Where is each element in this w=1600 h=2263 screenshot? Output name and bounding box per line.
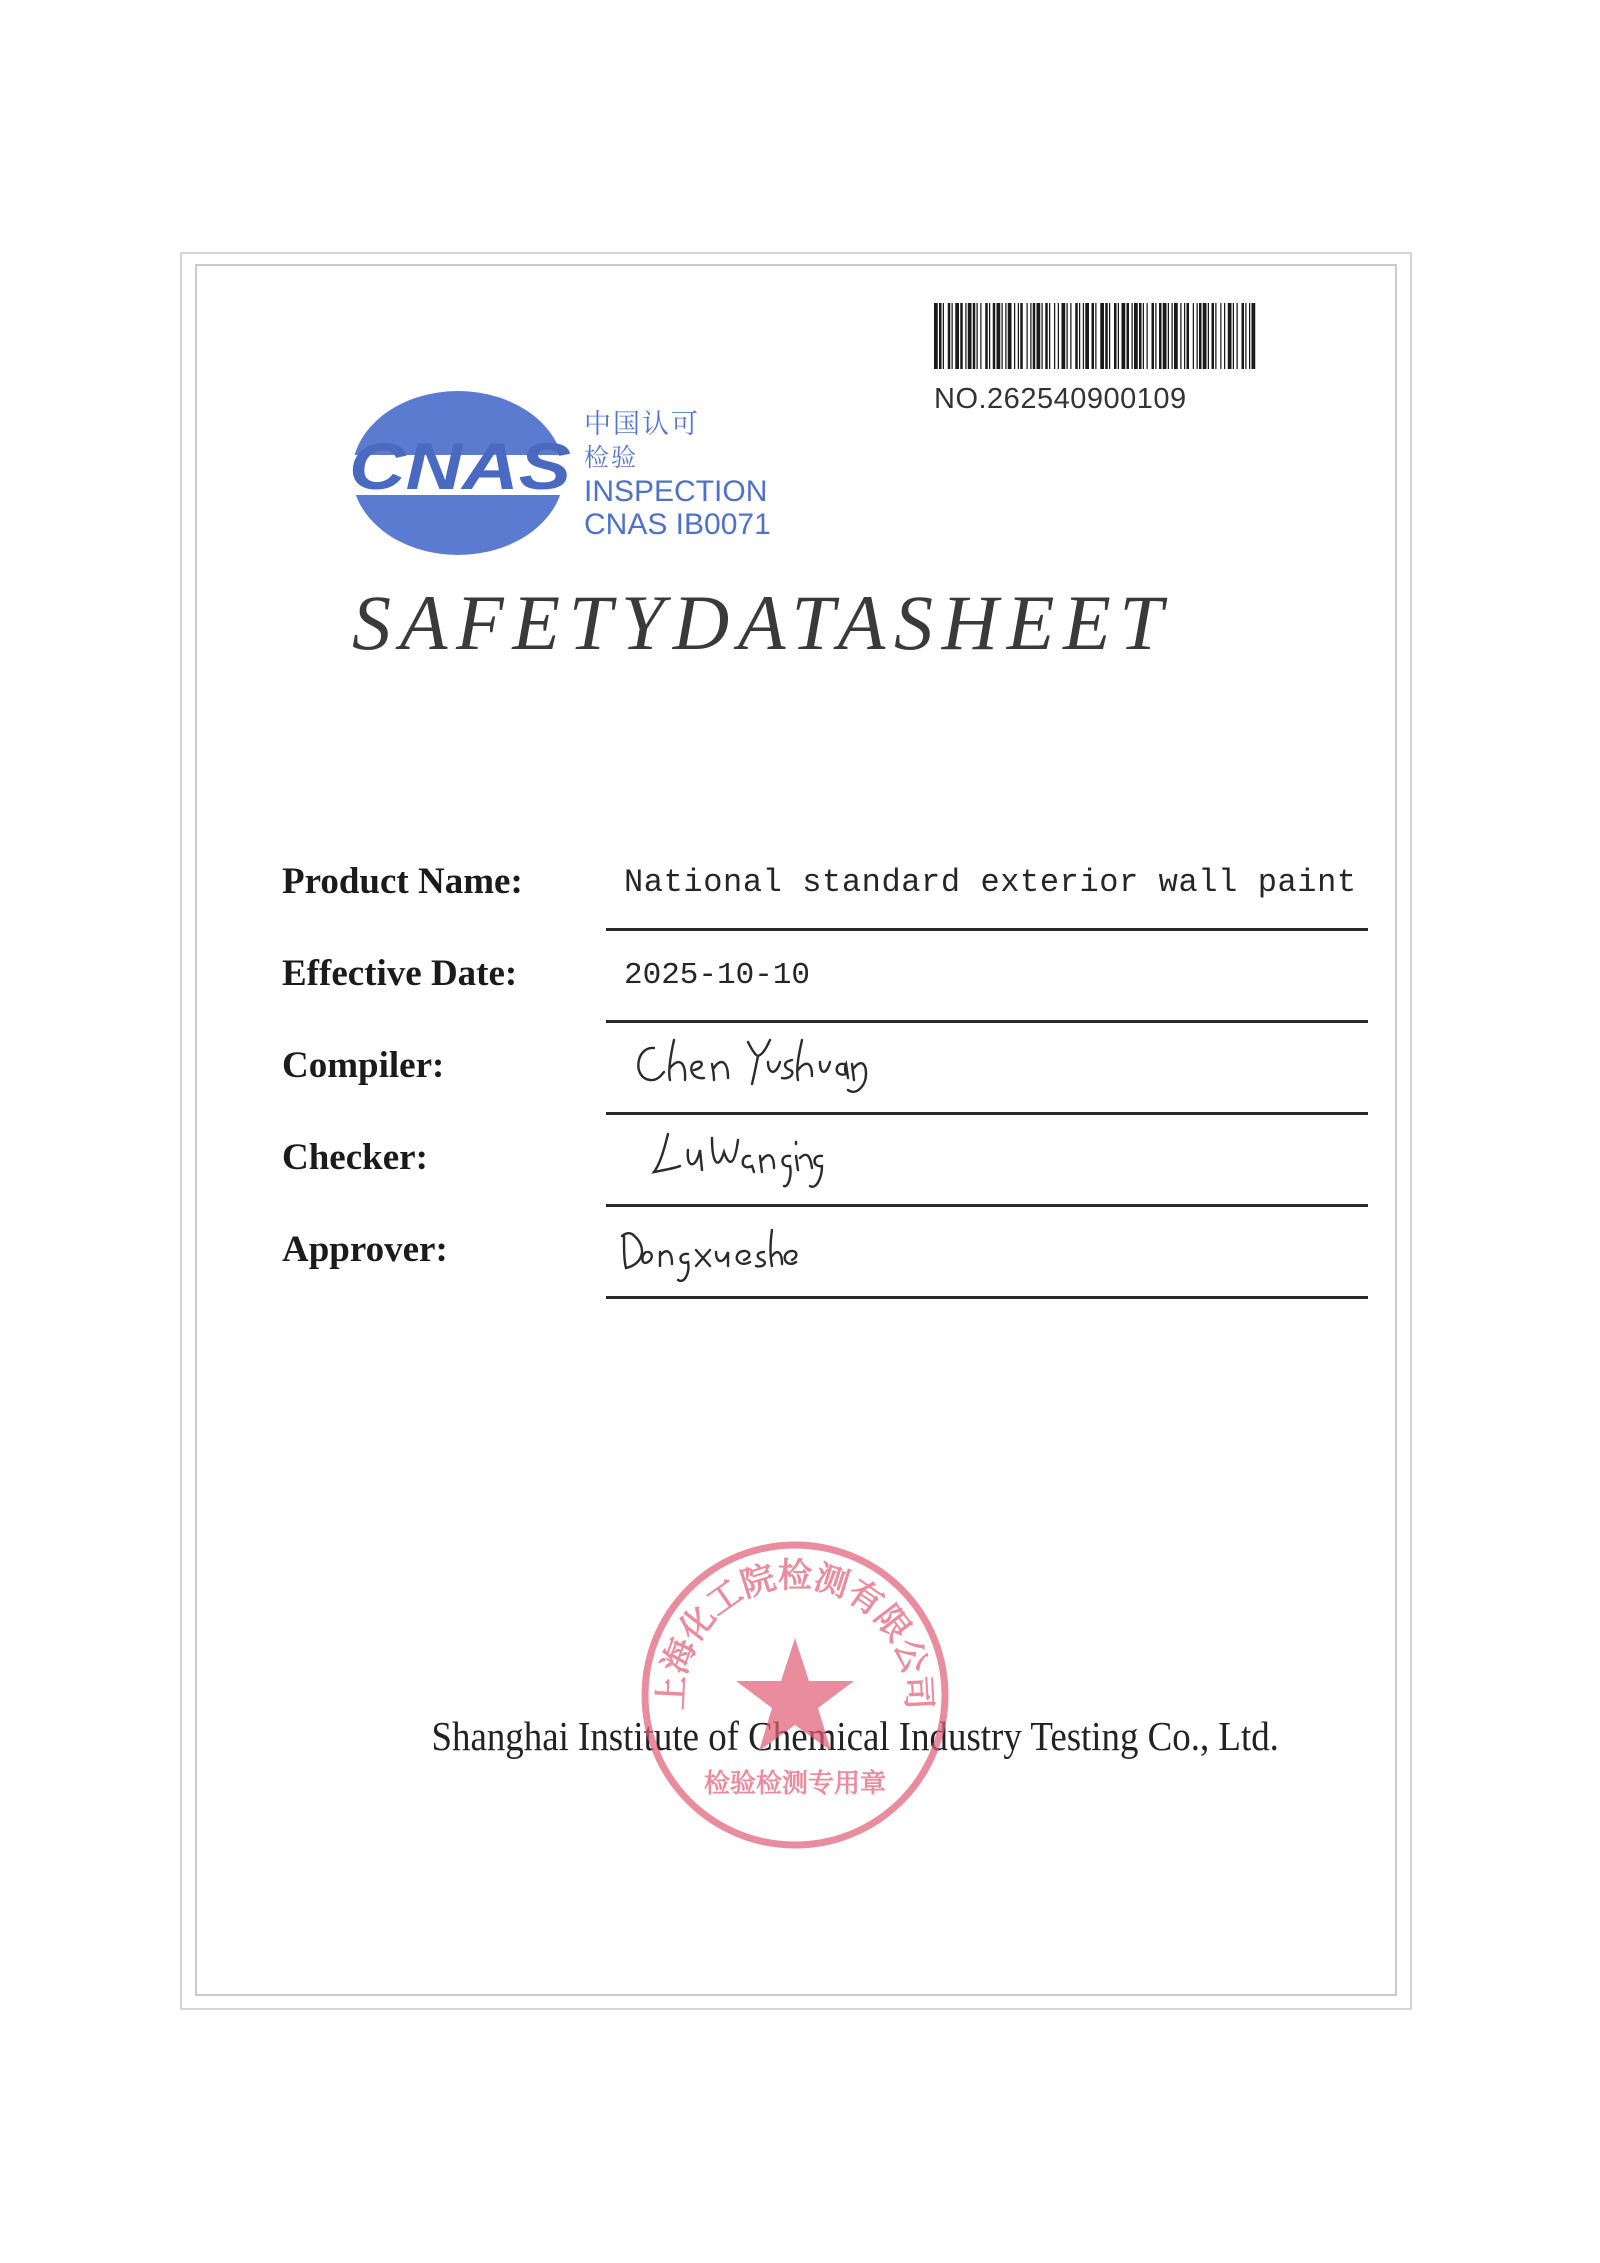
- barcode-bar: [960, 303, 963, 369]
- field-compiler: [0, 1044, 1600, 1134]
- barcode-bar: [1199, 303, 1202, 369]
- barcode-bar: [1033, 303, 1036, 369]
- barcode-bar: [1159, 303, 1162, 369]
- effective-date-value: 2025-10-10: [624, 958, 811, 993]
- barcode-bar: [1105, 303, 1108, 369]
- barcode-bar: [1085, 303, 1089, 369]
- barcode-bar: [1067, 303, 1068, 369]
- approver-label: Approver:: [282, 1229, 448, 1270]
- field-effective-date: [0, 952, 1600, 1042]
- barcode-bar: [989, 303, 990, 369]
- field-product-name: [0, 860, 1600, 950]
- barcode-bar: [1030, 303, 1031, 369]
- barcode-bar: [1118, 303, 1119, 369]
- barcode-bar: [955, 303, 959, 369]
- barcode-bar: [1193, 303, 1194, 369]
- barcode-bar: [1242, 303, 1245, 369]
- official-seal: [630, 1530, 960, 1860]
- barcode-bar: [1092, 303, 1095, 369]
- barcode-bar: [1252, 303, 1256, 369]
- barcode-bar: [1049, 303, 1050, 369]
- barcode-bar: [939, 303, 942, 369]
- cnas-logo-text: CNAS: [349, 429, 571, 503]
- barcode-bar: [1184, 303, 1185, 369]
- compiler-underline: [606, 1112, 1368, 1115]
- barcode-bar: [1132, 303, 1133, 369]
- barcode-bar: [943, 303, 944, 369]
- barcode-bar: [1249, 303, 1250, 369]
- barcode-bar: [1020, 303, 1023, 369]
- barcode-bar: [1122, 303, 1126, 369]
- barcode-bar: [1062, 303, 1066, 369]
- barcode-bar: [1163, 303, 1167, 369]
- checker-label: Checker:: [282, 1137, 428, 1178]
- barcode-bar: [1008, 303, 1012, 369]
- seal-star: [736, 1638, 854, 1751]
- barcode-bar: [1014, 303, 1015, 369]
- barcode-bar: [1220, 303, 1221, 369]
- barcode-bar: [968, 303, 972, 369]
- barcode-bar: [1037, 303, 1041, 369]
- barcode-bar: [1045, 303, 1048, 369]
- checker-signature: [644, 1128, 824, 1198]
- barcode-bar: [1203, 303, 1207, 369]
- barcode: [934, 303, 1256, 369]
- barcode-bar: [973, 303, 976, 369]
- compiler-label: Compiler:: [282, 1045, 445, 1086]
- approver-signature: [616, 1216, 796, 1296]
- barcode-bar: [1174, 303, 1178, 369]
- barcode-bar: [1187, 303, 1190, 369]
- effective-date-label: Effective Date:: [282, 953, 518, 994]
- seal-text-bottom: 检验检测专用章: [703, 1769, 887, 1799]
- compiler-signature: [630, 1034, 870, 1104]
- barcode-bar: [1002, 303, 1003, 369]
- cnas-cn-line-1: 中国认可: [584, 409, 700, 440]
- barcode-bar: [1208, 303, 1209, 369]
- barcode-bar: [1168, 303, 1169, 369]
- cnas-inspection-label: INSPECTION: [584, 475, 768, 508]
- barcode-bar: [997, 303, 1001, 369]
- product-name-label: Product Name:: [282, 861, 523, 902]
- barcode-bar: [1114, 303, 1117, 369]
- barcode-bar: [1079, 303, 1080, 369]
- barcode-bar: [1172, 303, 1173, 369]
- barcode-bar: [1228, 303, 1232, 369]
- barcode-bar: [993, 303, 996, 369]
- checker-underline: [606, 1204, 1368, 1207]
- barcode-bar: [977, 303, 978, 369]
- barcode-bar: [1083, 303, 1084, 369]
- document-title: SAFETYDATASHEET: [352, 579, 1172, 666]
- barcode-bar: [965, 303, 966, 369]
- barcode-bar: [1100, 303, 1104, 369]
- field-checker: [0, 1136, 1600, 1226]
- barcode-bar: [1070, 303, 1071, 369]
- barcode-bar: [1139, 303, 1142, 369]
- barcode-bar: [1155, 303, 1156, 369]
- cnas-cn-line-2: 检验: [584, 443, 639, 472]
- certificate-number: NO.262540900109: [934, 383, 1187, 415]
- barcode-bar: [1127, 303, 1130, 369]
- product-name-value: National standard exterior wall paint: [624, 864, 1357, 901]
- barcode-bar: [1212, 303, 1215, 369]
- approver-underline: [606, 1296, 1368, 1299]
- barcode-bar: [1147, 303, 1148, 369]
- barcode-bar: [980, 303, 981, 369]
- barcode-bar: [934, 303, 938, 369]
- barcode-bar: [1054, 303, 1055, 369]
- barcode-bar: [1245, 303, 1246, 369]
- barcode-bar: [1152, 303, 1155, 369]
- barcode-bar: [1197, 303, 1198, 369]
- barcode-bar: [1215, 303, 1216, 369]
- barcode-bar: [948, 303, 951, 369]
- barcode-bar: [1005, 303, 1006, 369]
- cnas-accreditation-number: CNAS IB0071: [584, 508, 771, 541]
- barcode-bar: [1042, 303, 1043, 369]
- barcode-bar: [1134, 303, 1138, 369]
- barcode-bar: [1233, 303, 1234, 369]
- barcode-bar: [1143, 303, 1144, 369]
- barcode-bar: [1058, 303, 1059, 369]
- barcode-bar: [1027, 303, 1028, 369]
- product-name-underline: [606, 928, 1368, 931]
- barcode-bar: [1237, 303, 1238, 369]
- field-approver: [0, 1228, 1600, 1318]
- seal-text-top: 上海化工院检测有限公司: [651, 1555, 939, 1711]
- barcode-bar: [1180, 303, 1181, 369]
- barcode-bar: [1018, 303, 1019, 369]
- barcode-bar: [1109, 303, 1110, 369]
- barcode-bar: [985, 303, 988, 369]
- effective-date-underline: [606, 1020, 1368, 1023]
- barcode-bar: [1075, 303, 1078, 369]
- barcode-bar: [1095, 303, 1096, 369]
- barcode-bar: [952, 303, 953, 369]
- barcode-bar: [1224, 303, 1225, 369]
- issuing-institute: Shanghai Institute of Chemical Industry Testing Co., Ltd.: [431, 1713, 1279, 1759]
- cnas-logo: [340, 383, 580, 563]
